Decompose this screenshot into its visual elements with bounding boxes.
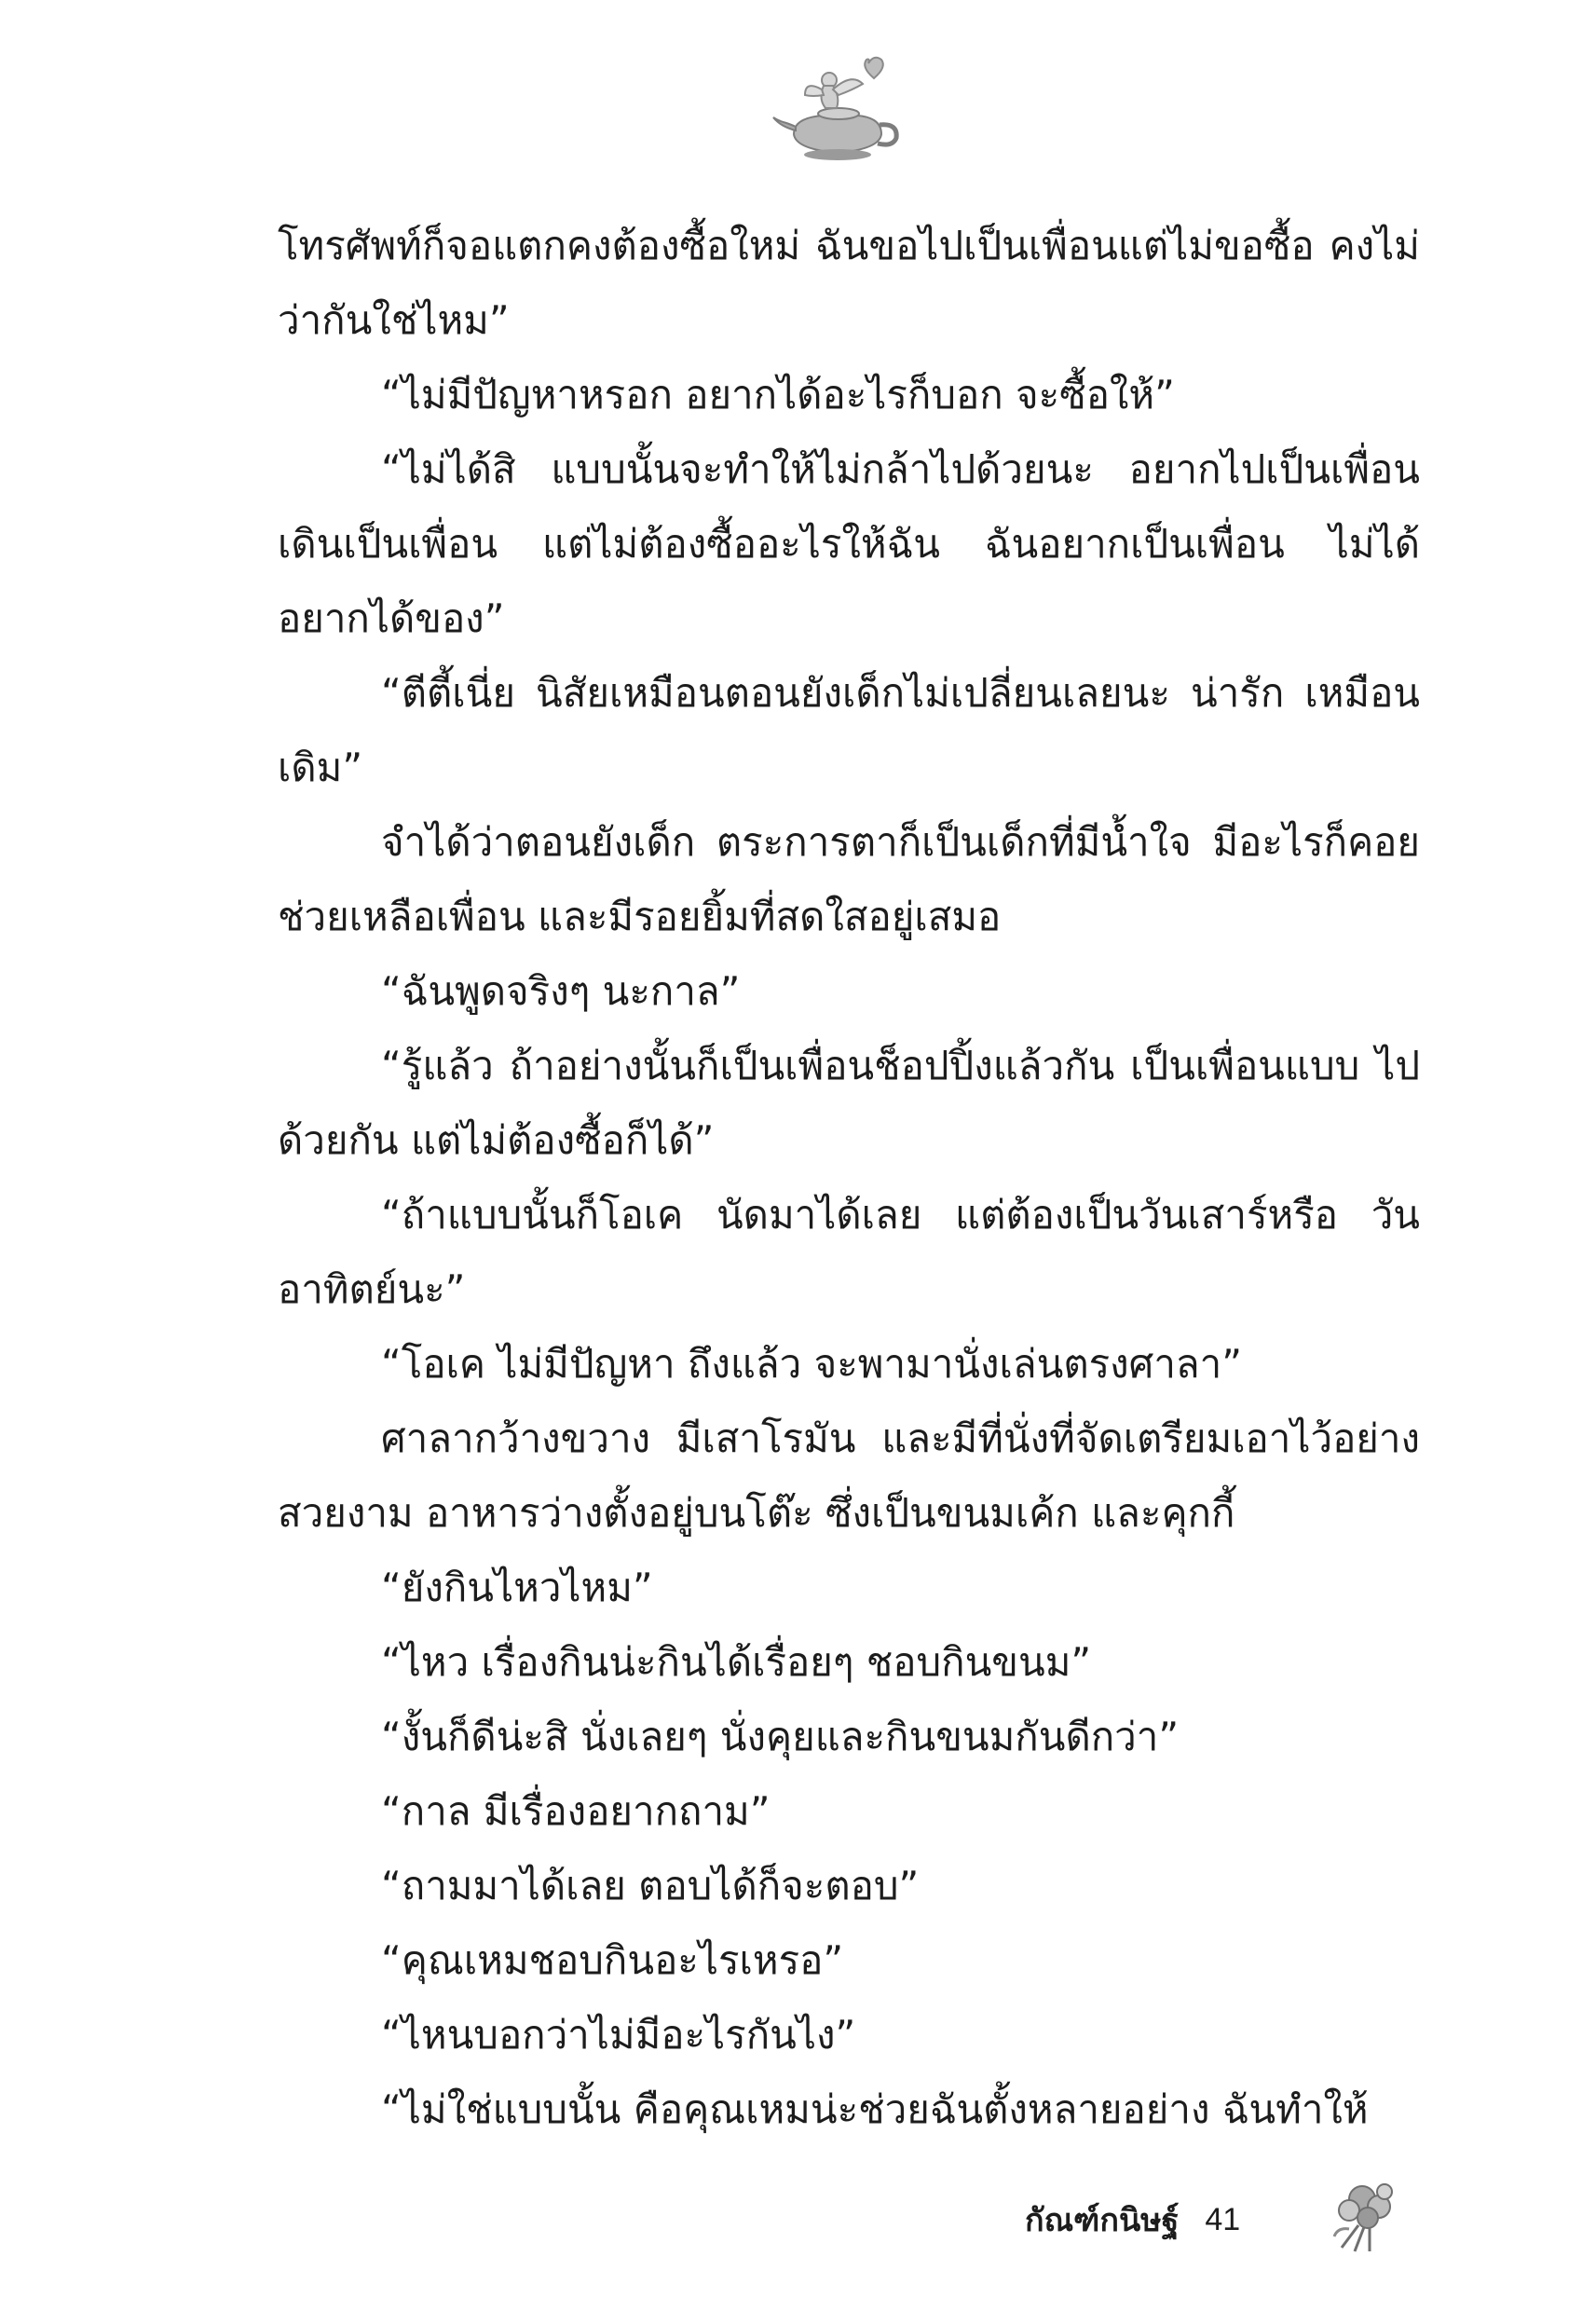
paragraph: “ยังกินไหวไหม”	[381, 1565, 653, 1610]
paragraph: “คุณเหมชอบกินอะไรเหรอ”	[381, 1937, 844, 1983]
paragraph: “งั้นก็ดีน่ะสิ นั่งเลยๆ นั่งคุยและกินขนมกันดีกว่า”	[381, 1714, 1180, 1759]
book-title: กัณฑ์กนิษฐ์	[1025, 2202, 1180, 2239]
paragraph: “โอเค ไม่มีปัญหา ถึงแล้ว จะพามานั่งเล่นตรงศาลา”	[381, 1341, 1242, 1387]
paragraph: “ไหนบอกว่าไม่มีอะไรกันไง”	[381, 2012, 856, 2058]
paragraph: “ถ้าแบบนั้นก็โอเค นัดมาได้เลย แต่ต้องเป็นวันเสาร์หรือ วันอาทิตย์นะ”	[278, 1192, 1420, 1312]
paragraph: “กาล มีเรื่องอยากถาม”	[381, 1788, 771, 1834]
paragraph: “ไหว เรื่องกินน่ะกินได้เรื่อยๆ ชอบกินขนม”	[381, 1639, 1092, 1685]
paragraph: ศาลากว้างขวาง มีเสาโรมัน และมีที่นั่งที่จัดเตรียมเอาไว้อย่าง สวยงาม อาหารว่างตั้งอยู่บนโต๊ะ ซึ่งเป็นขนมเค้ก และคุกกี้	[278, 1415, 1420, 1536]
paragraph: “ไม่ได้สิ แบบนั้นจะทำให้ไม่กล้าไปด้วยนะ อยากไปเป็นเพื่อน เดินเป็นเพื่อน แต่ไม่ต้องซื้ออะไรให้ฉัน ฉันอยากเป็นเพื่อน ไม่ได้ อยากได้ของ”	[278, 446, 1420, 641]
paragraph: “ไม่ใช่แบบนั้น คือคุณเหมน่ะช่วยฉันตั้งหลายอย่าง ฉันทำให้	[381, 2086, 1369, 2132]
paragraph: “ฉันพูดจริงๆ นะกาล”	[381, 968, 741, 1014]
page-footer	[1025, 2192, 1240, 2248]
paragraph: “ไม่มีปัญหาหรอก อยากได้อะไรก็บอก จะซื้อให้”	[381, 372, 1175, 417]
body-text	[278, 209, 1420, 2147]
paragraph: “รู้แล้ว ถ้าอย่างนั้นก็เป็นเพื่อนช็อปปิ้งแล้วกัน เป็นเพื่อนแบบ ไปด้วยกัน แต่ไม่ต้องซื้อก็ได้”	[278, 1043, 1420, 1163]
paragraph: จำได้ว่าตอนยังเด็ก ตระการตาก็เป็นเด็กที่มีน้ำใจ มีอะไรก็คอย ช่วยเหลือเพื่อน และมีรอยยิ้มที่สดใสอยู่เสมอ	[278, 819, 1420, 939]
paragraph: โทรศัพท์ก็จอแตกคงต้องซื้อใหม่ ฉันขอไปเป็นเพื่อนแต่ไม่ขอซื้อ คงไม่ว่ากันใช่ไหม”	[278, 223, 1420, 343]
flower-bouquet-icon	[1321, 2171, 1407, 2257]
paragraph: “ตีตี้เนี่ย นิสัยเหมือนตอนยังเด็กไม่เปลี่ยนเลยนะ น่ารัก เหมือนเดิม”	[278, 670, 1420, 790]
cupid-teapot-icon	[768, 52, 907, 173]
page-number: 41	[1205, 2201, 1241, 2237]
paragraph: “ถามมาได้เลย ตอบได้ก็จะตอบ”	[381, 1863, 920, 1908]
